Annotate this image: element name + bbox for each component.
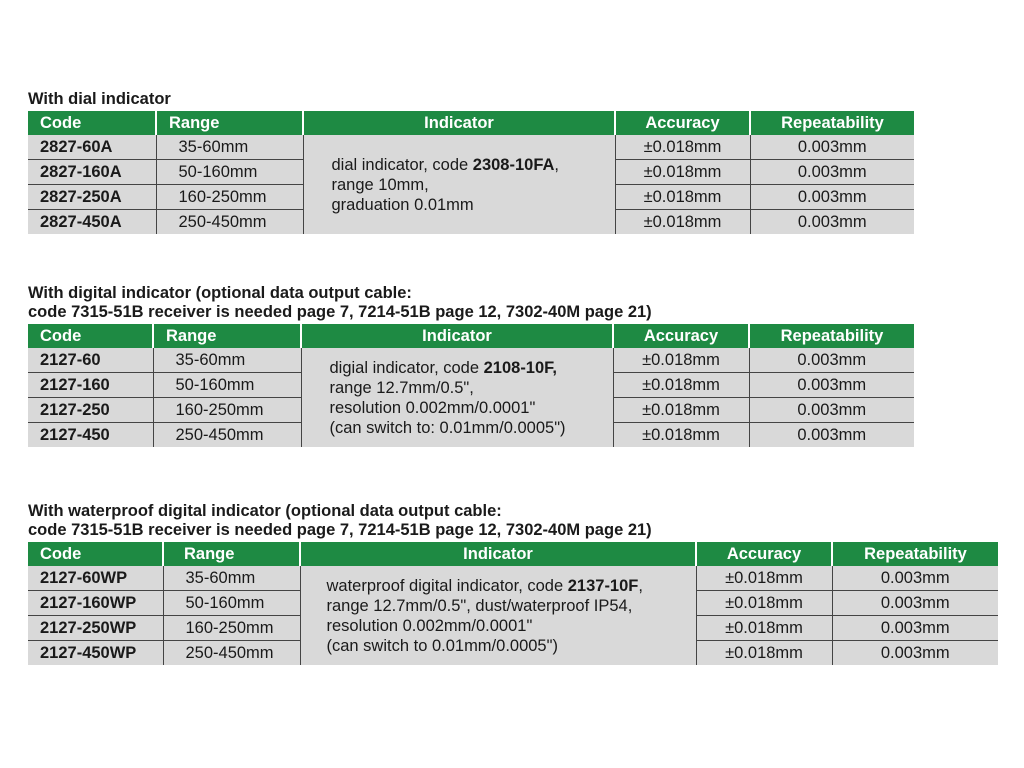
- range-cell: 160-250mm: [163, 616, 300, 641]
- col-header-code: Code: [28, 324, 153, 348]
- indicator-text: ,: [638, 576, 643, 595]
- col-header-range: Range: [163, 542, 300, 566]
- repeatability-cell: 0.003mm: [832, 641, 998, 666]
- indicator-line: resolution 0.002mm/0.0001": [326, 616, 533, 635]
- indicator-model-code: 2308-10FA: [472, 155, 555, 174]
- spec-table: [28, 542, 998, 665]
- accuracy-cell: ±0.018mm: [696, 616, 832, 641]
- code-cell: 2827-160A: [28, 160, 156, 185]
- accuracy-cell: ±0.018mm: [615, 210, 750, 235]
- code-cell: 2127-250WP: [28, 616, 163, 641]
- section-title-line: With dial indicator: [28, 90, 171, 108]
- repeatability-cell: 0.003mm: [832, 616, 998, 641]
- section-title-line: code 7315-51B receiver is needed page 7, 7214-51B page 12, 7302-40M page 21): [28, 303, 652, 321]
- col-header-code: Code: [28, 542, 163, 566]
- accuracy-cell: ±0.018mm: [613, 373, 749, 398]
- range-cell: 160-250mm: [153, 398, 301, 423]
- accuracy-cell: ±0.018mm: [613, 398, 749, 423]
- indicator-line: [327, 576, 696, 596]
- section-title-line: With waterproof digital indicator (optional data output cable:: [28, 502, 502, 520]
- indicator-text: ,: [554, 155, 559, 174]
- indicator-line: resolution 0.002mm/0.0001": [329, 398, 536, 417]
- indicator-model-code: 2137-10F: [567, 576, 639, 595]
- indicator-text: waterproof digital indicator, code: [326, 576, 568, 595]
- section-title-line: With digital indicator (optional data output cable:: [28, 284, 412, 302]
- section-digital-indicator: [28, 284, 914, 447]
- indicator-text: digial indicator, code: [329, 358, 484, 377]
- indicator-line: range 10mm,: [331, 175, 429, 194]
- accuracy-cell: ±0.018mm: [615, 160, 750, 185]
- repeatability-cell: 0.003mm: [832, 591, 998, 616]
- code-cell: 2127-60: [28, 348, 153, 373]
- col-header-repeatability: Repeatability: [749, 324, 914, 348]
- repeatability-cell: 0.003mm: [749, 373, 914, 398]
- range-cell: 50-160mm: [163, 591, 300, 616]
- range-cell: 35-60mm: [156, 135, 303, 160]
- accuracy-cell: ±0.018mm: [613, 348, 749, 373]
- accuracy-cell: ±0.018mm: [613, 423, 749, 448]
- section-waterproof-digital-indicator: [28, 502, 998, 665]
- accuracy-cell: ±0.018mm: [615, 135, 750, 160]
- indicator-model-code: 2108-10F,: [483, 358, 557, 377]
- indicator-description: [300, 566, 696, 665]
- code-cell: 2127-250: [28, 398, 153, 423]
- col-header-range: Range: [153, 324, 301, 348]
- accuracy-cell: ±0.018mm: [696, 641, 832, 666]
- section-title: [28, 90, 914, 109]
- indicator-line: [332, 155, 615, 175]
- code-cell: 2827-450A: [28, 210, 156, 235]
- indicator-description: [301, 348, 613, 447]
- repeatability-cell: 0.003mm: [750, 160, 914, 185]
- accuracy-cell: ±0.018mm: [615, 185, 750, 210]
- col-header-indicator: Indicator: [303, 111, 615, 135]
- accuracy-cell: ±0.018mm: [696, 566, 832, 591]
- col-header-indicator: Indicator: [301, 324, 613, 348]
- table-row: [28, 566, 998, 591]
- indicator-line: graduation 0.01mm: [331, 195, 474, 214]
- indicator-line: [330, 358, 613, 378]
- col-header-accuracy: Accuracy: [613, 324, 749, 348]
- range-cell: 250-450mm: [156, 210, 303, 235]
- repeatability-cell: 0.003mm: [832, 566, 998, 591]
- table-header-row: [28, 324, 914, 348]
- indicator-line: range 12.7mm/0.5",: [329, 378, 474, 397]
- spec-table: [28, 111, 914, 234]
- repeatability-cell: 0.003mm: [749, 348, 914, 373]
- code-cell: 2827-60A: [28, 135, 156, 160]
- code-cell: 2127-450WP: [28, 641, 163, 666]
- range-cell: 250-450mm: [153, 423, 301, 448]
- col-header-code: Code: [28, 111, 156, 135]
- section-title: [28, 502, 998, 540]
- section-dial-indicator: [28, 90, 914, 234]
- code-cell: 2827-250A: [28, 185, 156, 210]
- indicator-text: dial indicator, code: [331, 155, 473, 174]
- accuracy-cell: ±0.018mm: [696, 591, 832, 616]
- repeatability-cell: 0.003mm: [749, 423, 914, 448]
- range-cell: 250-450mm: [163, 641, 300, 666]
- repeatability-cell: 0.003mm: [749, 398, 914, 423]
- col-header-repeatability: Repeatability: [750, 111, 914, 135]
- repeatability-cell: 0.003mm: [750, 135, 914, 160]
- table-header-row: [28, 111, 914, 135]
- code-cell: 2127-160WP: [28, 591, 163, 616]
- repeatability-cell: 0.003mm: [750, 210, 914, 235]
- code-cell: 2127-160: [28, 373, 153, 398]
- col-header-repeatability: Repeatability: [832, 542, 998, 566]
- indicator-description: [303, 135, 615, 234]
- code-cell: 2127-450: [28, 423, 153, 448]
- spec-table: [28, 324, 914, 447]
- range-cell: 160-250mm: [156, 185, 303, 210]
- table-header-row: [28, 542, 998, 566]
- section-title-line: code 7315-51B receiver is needed page 7, 7214-51B page 12, 7302-40M page 21): [28, 521, 652, 539]
- range-cell: 50-160mm: [156, 160, 303, 185]
- code-cell: 2127-60WP: [28, 566, 163, 591]
- repeatability-cell: 0.003mm: [750, 185, 914, 210]
- col-header-indicator: Indicator: [300, 542, 696, 566]
- col-header-range: Range: [156, 111, 303, 135]
- section-title: [28, 284, 914, 322]
- indicator-line: (can switch to 0.01mm/0.0005"): [326, 636, 558, 655]
- table-row: [28, 135, 914, 160]
- indicator-line: (can switch to: 0.01mm/0.0005"): [329, 418, 566, 437]
- range-cell: 35-60mm: [163, 566, 300, 591]
- col-header-accuracy: Accuracy: [696, 542, 832, 566]
- table-row: [28, 348, 914, 373]
- range-cell: 35-60mm: [153, 348, 301, 373]
- col-header-accuracy: Accuracy: [615, 111, 750, 135]
- indicator-line: range 12.7mm/0.5", dust/waterproof IP54,: [326, 596, 633, 615]
- range-cell: 50-160mm: [153, 373, 301, 398]
